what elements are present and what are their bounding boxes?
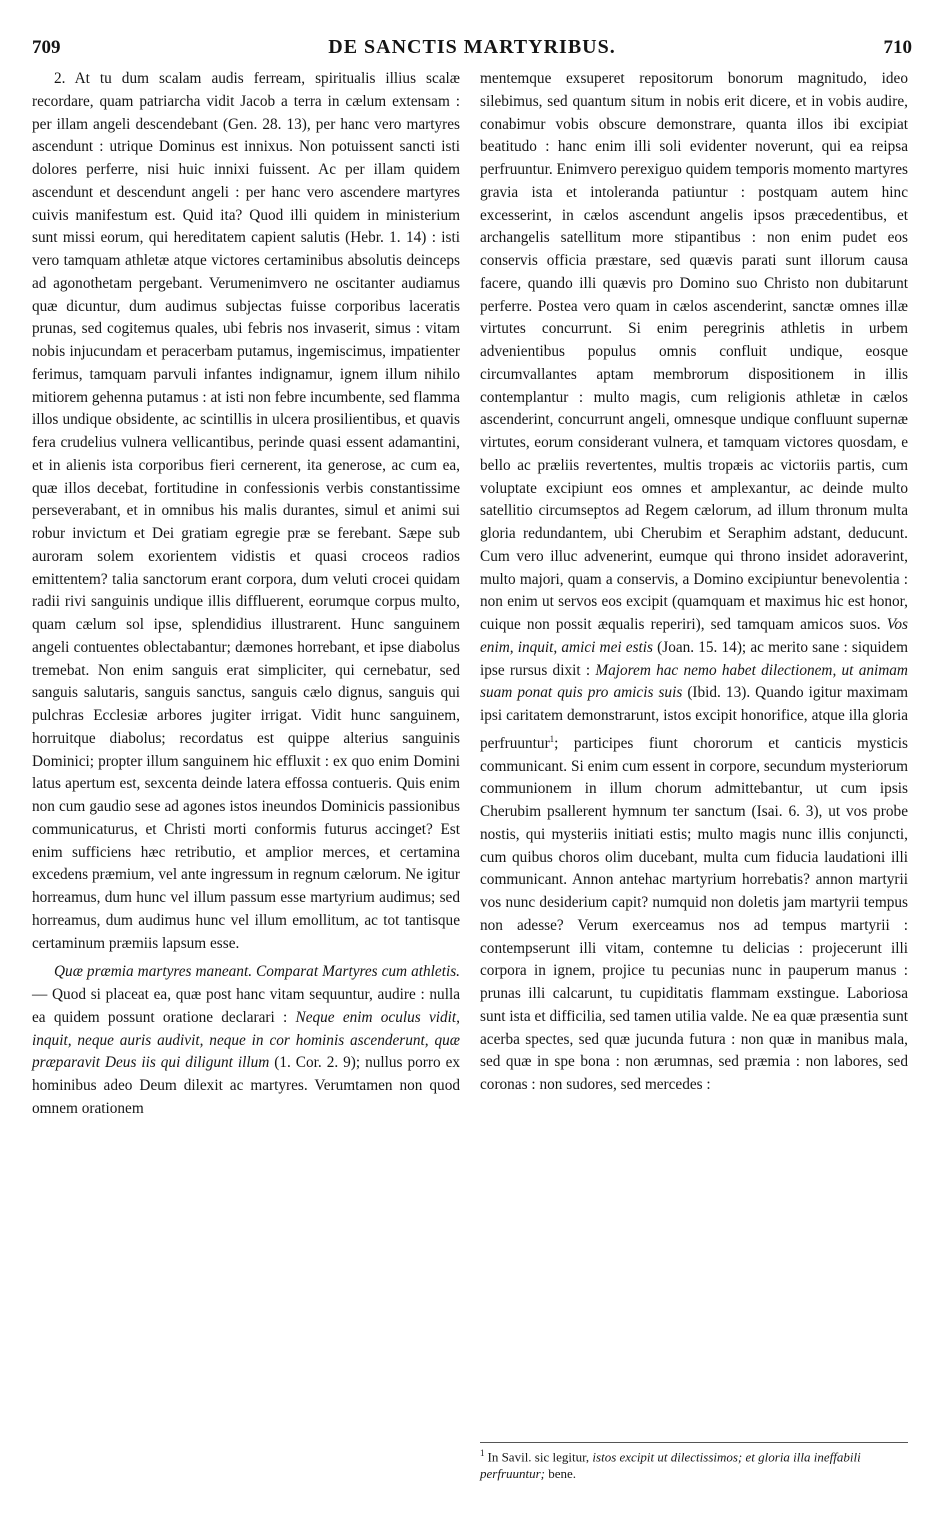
section-paragraph [32,961,460,1120]
paragraph-text: (Ibid. 13). Quando igitur maximam ipsi caritatem demonstrarunt, istos excipit honorifice, atque illa gloria perfruuntur [480,684,909,752]
footnote-variant-reading: istos excipit ut dilectissimos; et gloria illa ineffabili perfruuntur; [480,1449,861,1482]
footnote-reference: 1 [549,733,555,744]
paragraph-text: (1. Cor. 2. 9); nullus porro ex hominibus adeo Deum dilexit ac martyres. Verumtamen non quod omnem orationem [32,1054,461,1117]
continued-paragraph [480,68,908,1097]
paragraph-text: — Quod si placeat ea, quæ post hanc vitam sequuntur, audire : nulla ea quidem possunt oratione declarari : [32,986,460,1026]
scripture-quote: Neque enim oculus vidit, inquit, neque auris audivit, neque in cor hominis ascenderunt, quæ præparavit Deus iis qui diligunt illum [32,1008,460,1072]
scripture-quote: Majorem hac nemo habet dilectionem, ut animam suam ponat quis pro amicis suis [480,661,908,702]
right-page-number: 710 [883,37,912,58]
section-heading: Quæ præmia martyres maneant. Comparat Martyres cum athletis. [54,963,460,981]
footnote-text: bene. [545,1466,577,1482]
left-column [32,68,460,1121]
footnote [480,1442,908,1482]
footnote-text: In Savil. sic legitur, [487,1449,593,1465]
footnote-mark: 1 [480,1448,485,1458]
running-header [32,36,912,60]
running-title: DE SANCTIS MARTYRIBUS. [328,36,616,58]
paragraph-2: 2. At tu dum scalam audis ferream, spiritualis illius scalæ recordare, quam patriarcha vidit Jacob a terra in cælum extensam : per illam angeli descendebant (Gen. 28. 13), per hanc vero martyres ascendunt : utrique Dominus est innixus. Non potuissent sancti isti dolores perferre, nisi huic innixi fuissent. Ac per illam quidem ascendunt et descendunt angeli : per hanc vero ascendere martyres cuivis manifestum est. Quid ita? Quod illi quidem in ministerium sunt missi eorum, qui hereditatem capient salutis (Hebr. 1. 14) : isti vero tamquam athletæ atque victores certaminibus absolutis deinceps ad agonothetam pergebant. Verumenimvero ne oscitanter audiamus quæ dicuntur, dum audimus subjectas fuisse corporibus laceratis prunas, sed cogitemus quales, ubi febris nos invaserit, simus : vitam nobis injucundam et peracerbam putamus, ingemiscimus, impatienter ferimus, tamquam parvuli infantes indignamur, ignem illum nihilo mitiorem gehenna putamus : at isti non febre incumbente, sed flamma illos undique obsidente, ac scintillis in ulcera prosilientibus, et quavis fera crudelius vulnera vellicantibus, perinde quasi essent adamantini, et in alienis ista corporibus fieri cernerent, ita generose, ac cum ea, quæ illos decebat, fortitudine in confessionis verbis constantissime perseverabant, et in omnibus his malis durantes, simul et animi sui robur invictum et Dei gratiam egregie præ se ferebant. Sæpe sub auroram solem exorientem vidistis et quasi croceos radios emittentem? talia sanctorum erant corpora, dum veluti crocei quidam radii rivi sanguinis undique illis diffluerent, eorumque corpus multo, quam cælum sol ipse, splendidius illustrarent. Hunc sanguinem angeli contuentes oblectabantur; dæmones horrebant, et ipse diabolus tremebat. Non enim sanguis erat simpliciter, qui cernebatur, sed sanguis salutaris, sanguis sanctus, sanguis cælo dignus, sanguis qui pulchras Ecclesiæ arbores jugiter irrigat. Vidit hunc sanguinem, horruitque diabolus; recordatus est quippe alterius sanguinis Dominici; propter illum sanguinem hic effluxit : ex quo enim Domini latus apertum est, sexcenta deinde latera effossa contueris. Quis enim non cum gaudio sese ad agones istos ineundos Dominicis passionibus communicaturus, et Christi morti conformis futurus accinget? Est enim sufficiens hæc retributio, et amplior merces, et certamina excedens præmium, vel ante ingressum in regnum cælorum. Ne igitur horreamus, dum hunc vel illum passum esse martyrium audimus; sed horreamus, dum audimus hunc vel illum emollitum, ac tot tantisque certaminum præmiis lapsum esse. [32,70,460,952]
paragraph-text: mentemque exsuperet repositorum bonorum magnitudo, ideo silebimus, sed quantum situm in nobis erit dicere, et in vobis audire, conabimur vobis obscure demonstrare, quanta illos ibi excipiat beatitudo : hanc enim illi soli evidenter noverunt, qui ea reipsa perfruuntur. Enimvero perexiguo quidem temporis momento martyres gravia ista et intoleranda patiuntur : postquam autem hinc excesserint, in cælos ascendunt angelis ipsos præcedentibus, et archangelis satellitum more stipantibus : non enim pudet eos conservis officia præstare, sed quævis parati sunt illorum causa facere, quando illi quævis pro Domino suo Christo non dubitarunt perferre. Postea vero quam in cælos ascenderint, sanctæ omnes illæ virtutes concurrunt. Si enim peregrinis athletis in urbem advenientibus populus omnis confluit undique, eosque circumvallantes aptam membrorum dispositionem in illis contemplantur : multo magis, cum religionis athletæ in cælos ascenderint, concurrunt angeli, omnesque undique confluunt supernæ virtutes, eorum considerant vulnera, et tamquam victores quosdam, e bello ac præliis revertentes, multis tropæis ac victoriis partis, cum voluptate excipiunt eos omnes et amplexantur, ac deinde multo satellitio circumseptos ad Regem cælorum, ad illum thronum multa gloria redundantem, ubi Cherubim et Seraphim adstant, deducunt. Cum vero illuc advenerint, eumque qui throno insidet adoraverint, multo majori, quam a conservis, a Domino excipiuntur benevolentia : non enim ut servos eos excipit (quamquam et maximus hic est honor, cuique non possit æqualis reperiri), sed tamquam amicos suos. [480,70,908,633]
paragraph-text: (Joan. 15. 14); ac merito sane : siquidem ipse rursus dixit : [480,638,908,679]
scripture-quote: Vos enim, inquit, amici mei estis [480,616,908,656]
left-page-number: 709 [32,37,61,58]
paragraph-text: ; participes fiunt chororum et canticis mysticis communicant. Si enim cum essent in corpore, secundum mysteriorum communionem in illum chorum admittebantur, ut cum ipsis Cherubim psallerent hymnum ter sanctum (Isai. 6. 3), ut vos probe nostis, qui mysteriis initiati estis; multo magis nunc illis conjuncti, cum quibus choros olim ducebant, multa cum fiducia laudationi illi communicant. Annon antehac martyrium horrebatis? annon martyrii vos nunc desiderium capit? numquid non doletis jam martyrii tempus non adesse? Verum exerceamus nos ad tempus martyrii : contempserunt illi vitam, contemne tu delicias : projecerunt illi corpora in ignem, projice tu pecunias nunc in pauperum manus : prunas illi calcarunt, tu cupiditatis flammam exstingue. Laboriosa sunt ista et difficilia, sed tamen utilia valde. Ne ea quæ præsentia sunt acerba spectes, sed quæ jucunda futura : non quæ in manibus mala, sed quæ in spe bona : non ærumnas, sed præmia : non labores, sed coronas : non sudores, sed mercedes : [480,734,908,1094]
right-column [480,68,908,1097]
